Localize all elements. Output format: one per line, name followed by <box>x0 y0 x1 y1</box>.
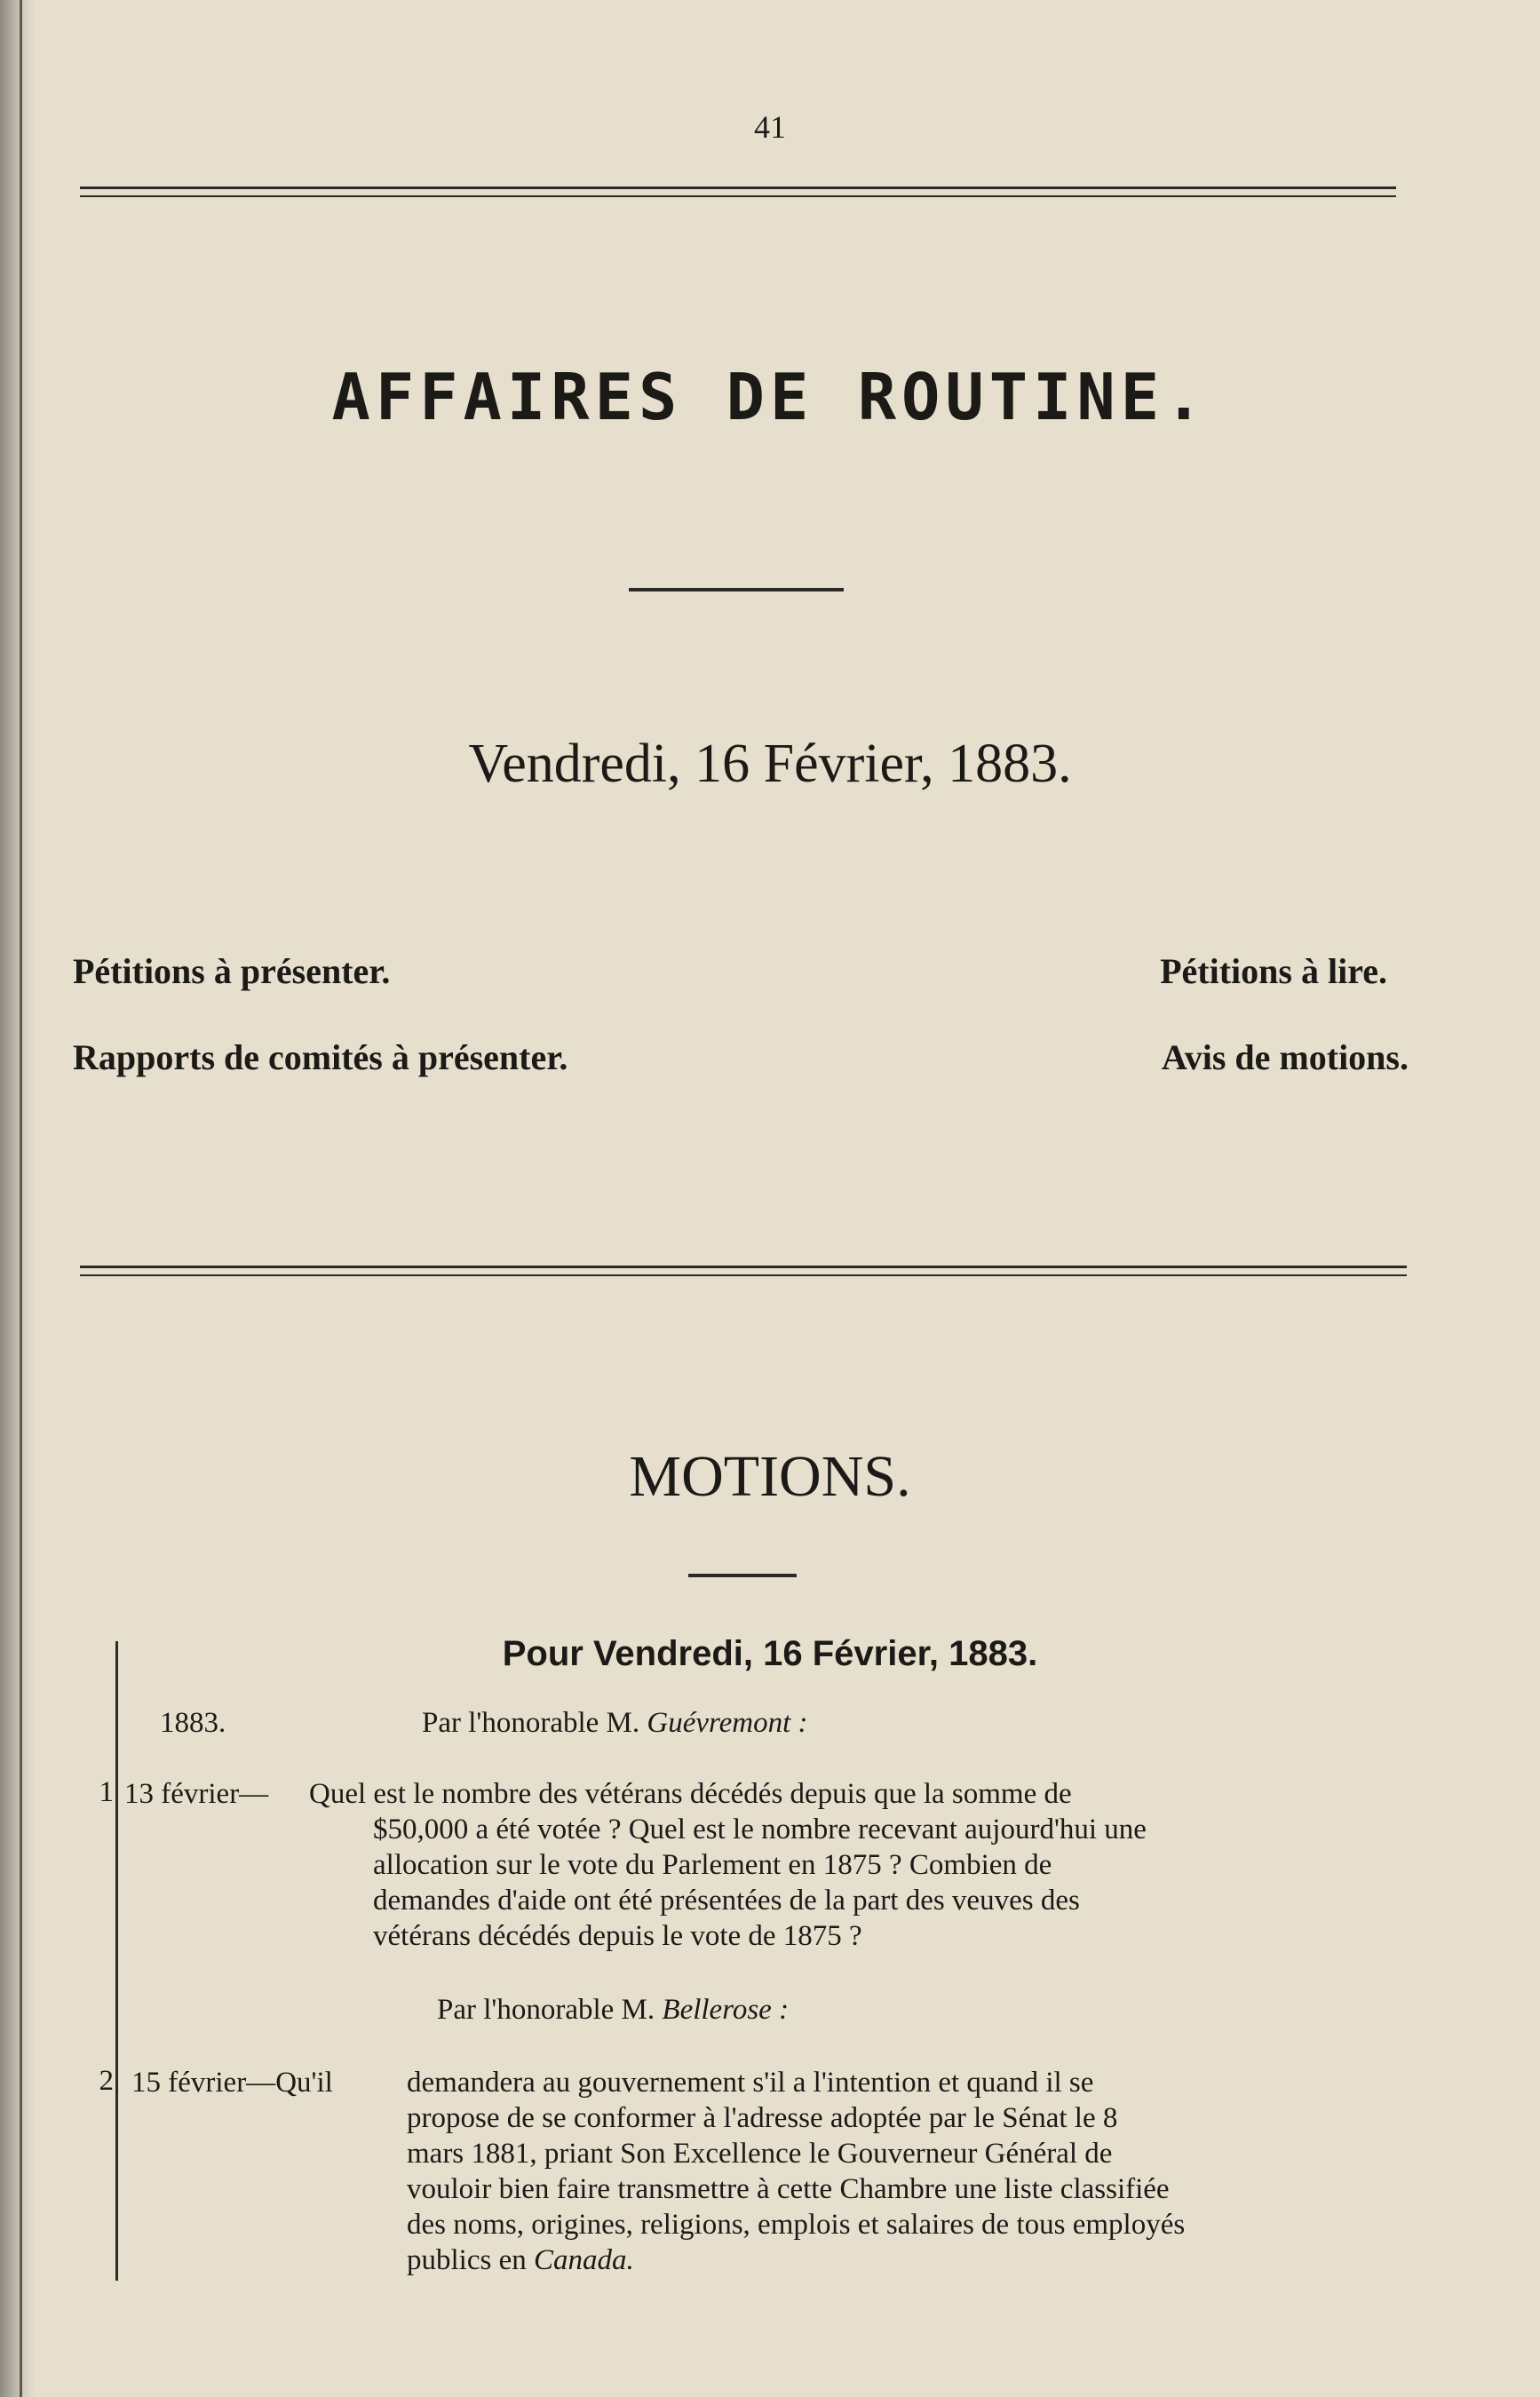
entry-1-line-4: demandes d'aide ont été présentées de la part des veuves des <box>373 1885 1080 1917</box>
motions-for-date: Pour Vendredi, 16 Février, 1883. <box>502 1634 1038 1673</box>
margin-bar-entry-1 <box>115 1863 118 2068</box>
motions-year: 1883. <box>160 1707 226 1739</box>
petitions-to-read: Pétitions à lire. <box>1160 951 1387 991</box>
motions-divider <box>688 1574 797 1577</box>
margin-bar-left <box>115 1641 118 1863</box>
entry-2-line-6-text: publics en <box>407 2244 527 2276</box>
entry-2-line-4: vouloir bien faire transmettre à cette Chambre une liste classifiée <box>407 2173 1170 2205</box>
entry-1-mover-name: Guévremont <box>647 1707 791 1739</box>
entry-2-mover-prefix: Par l'honorable M. <box>437 1994 655 2026</box>
top-rule <box>80 187 1396 197</box>
entry-2-line-3: mars 1881, priant Son Excellence le Gouverneur Général de <box>407 2138 1113 2170</box>
section-title: AFFAIRES DE ROUTINE. <box>331 360 1209 434</box>
entry-2-line-6 <box>407 2242 1410 2278</box>
entry-2-number: 2 <box>99 2065 114 2097</box>
entry-2-line-2: propose de se conformer à l'adresse adoptée par le Sénat le 8 <box>407 2102 1118 2134</box>
entry-2-date-text: 15 février— <box>131 2067 276 2099</box>
session-date: Vendredi, 16 Février, 1883. <box>468 734 1072 794</box>
entry-1-text <box>309 1776 1410 1954</box>
notices-of-motion: Avis de motions. <box>1161 1037 1409 1077</box>
committee-reports-to-present: Rapports de comités à présenter. <box>73 1037 568 1077</box>
page-number: 41 <box>754 109 786 145</box>
entry-2-lead: Qu'il <box>275 2067 333 2099</box>
entry-2-mover-colon: : <box>771 1994 790 2026</box>
middle-rule <box>80 1266 1407 1276</box>
entry-1-line-5: vétérans décédés depuis le vote de 1875 ? <box>373 1920 862 1952</box>
entry-2-line-1: demandera au gouvernement s'il a l'intention et quand il se <box>407 2067 1094 2099</box>
petitions-to-present: Pétitions à présenter. <box>73 951 391 991</box>
entry-1-date: 13 février— <box>124 1778 269 1810</box>
entry-1-mover-prefix: Par l'honorable M. <box>422 1707 640 1739</box>
entry-1-line-2: $50,000 a été votée ? Quel est le nombre recevant aujourd'hui une <box>373 1814 1147 1845</box>
title-divider <box>629 588 844 591</box>
entry-1-line-3: allocation sur le vote du Parlement en 1875 ? Combien de <box>373 1849 1052 1881</box>
entry-2-text <box>407 2065 1410 2278</box>
entry-2-line-6-italic: Canada. <box>533 2244 634 2276</box>
entry-1-mover <box>422 1705 808 1741</box>
entry-2-line-5: des noms, origines, religions, emplois et salaires de tous employés <box>407 2209 1186 2241</box>
entry-2-date <box>131 2065 333 2100</box>
entry-1-line-1: Quel est le nombre des vétérans décédés depuis que la somme de <box>309 1778 1072 1810</box>
motions-title: MOTIONS. <box>629 1444 911 1509</box>
margin-bar-entry-2 <box>115 2068 118 2281</box>
entry-1-number: 1 <box>99 1776 114 1808</box>
entry-2-mover-name: Bellerose <box>662 1994 772 2026</box>
entry-2-mover <box>437 1992 789 2028</box>
entry-1-mover-colon: : <box>790 1707 808 1739</box>
